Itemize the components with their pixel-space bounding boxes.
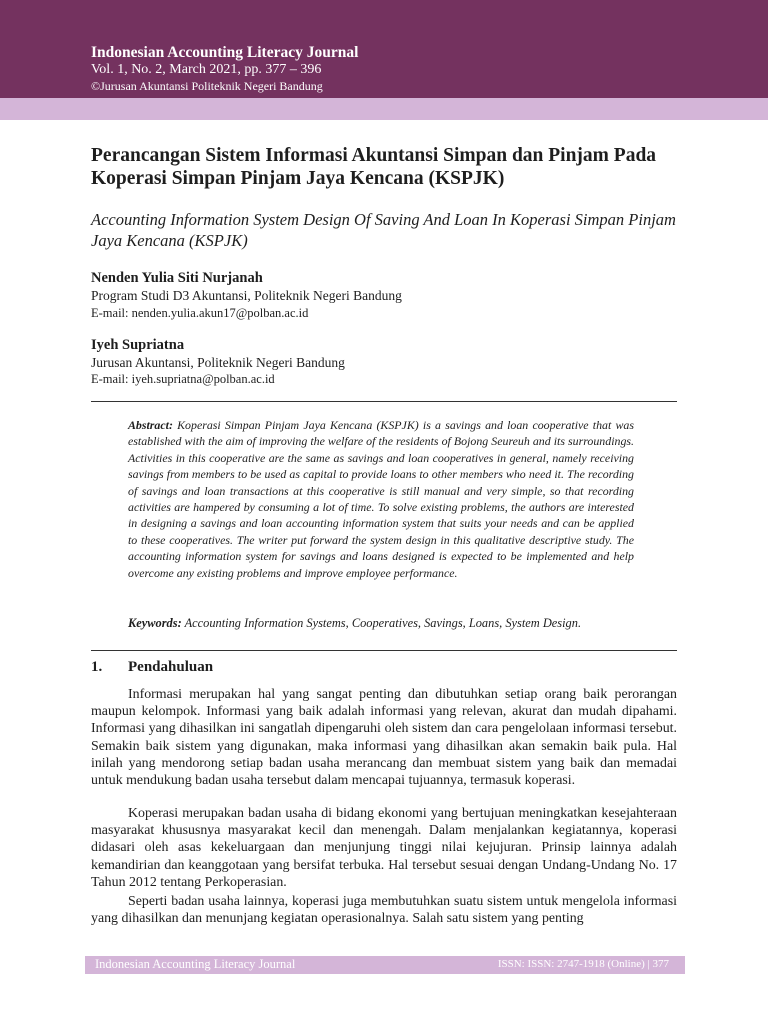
- page-footer: [85, 956, 685, 974]
- keywords-text: Accounting Information Systems, Cooperatives, Savings, Loans, System Design.: [184, 616, 582, 630]
- author-name: Nenden Yulia Siti Nurjanah: [91, 270, 263, 286]
- abstract-text: Koperasi Simpan Pinjam Jaya Kencana (KSPJK) is a savings and loan cooperative that was established with the aim of improving the welfare of the residents of Bojong Seureuh and its surroundings. Activities in this cooperative are the same as savings and loan cooperatives in general, namely receiving savings from members to be used as capital to provide loans to other members who need it. The recording of savings and loan transactions at this cooperative is still manual and very simple, so that recording activities are hampered by consuming a lot of time. To solve existing problems, the authors are interested in designing a savings and loan accounting information system that suits your needs and can be applied to these cooperatives. The writer put forward the system design in this qualitative descriptive study. The accounting information system for savings and loans designed is expected to be implemented and help overcome any existing problems and improve employee performance.: [128, 418, 634, 580]
- author-email[interactable]: E-mail: nenden.yulia.akun17@polban.ac.id: [91, 306, 309, 320]
- author-affiliation: Jurusan Akuntansi, Politeknik Negeri Bandung: [91, 355, 345, 370]
- author-email[interactable]: E-mail: iyeh.supriatna@polban.ac.id: [91, 372, 275, 386]
- header-stripe: [0, 98, 768, 120]
- paragraph: Seperti badan usaha lainnya, koperasi juga membutuhkan suatu sistem untuk mengelola informasi yang dihasilkan dan menunjang kegiatan operasionalnya. Salah satu sistem yang penting: [91, 894, 677, 927]
- section-title: Pendahuluan: [128, 659, 214, 675]
- copyright: ©Jurusan Akuntansi Politeknik Negeri Bandung: [91, 79, 323, 93]
- footer-journal: Indonesian Accounting Literacy Journal: [95, 957, 296, 971]
- section-number: 1.: [91, 659, 103, 675]
- journal-header: [0, 0, 768, 98]
- volume-info: Vol. 1, No. 2, March 2021, pp. 377 – 396: [91, 62, 322, 77]
- paragraph: Informasi merupakan hal yang sangat penting dan dibutuhkan setiap orang baik perorangan maupun kelompok. Informasi yang baik adalah informasi yang relevan, akurat dan mudah dipahami. Informasi yang dihasilkan ini sangatlah dipengaruhi oleh sistem dan cara pengelolaan informasi tersebut. Semakin baik sistem yang digunakan, maka informasi yang dihasilkan akan semakin baik pula. Hal inilah yang mendorong setiap badan usaha merancang dan membuat sistem yang baik dan memadai untuk mendukung badan usaha tersebut dalam mencapai tujuannya, termasuk koperasi.: [91, 687, 677, 789]
- keywords: [128, 616, 634, 631]
- author-name: Iyeh Supriatna: [91, 337, 185, 353]
- abstract: [128, 417, 634, 581]
- article-title: Perancangan Sistem Informasi Akuntansi Simpan dan Pinjam Pada Koperasi Simpan Pinjam Jaya Kencana (KSPJK): [91, 145, 657, 189]
- abstract-label: Abstract:: [128, 418, 173, 432]
- article-subtitle: Accounting Information System Design Of Saving And Loan In Koperasi Simpan Pinjam Jaya Kencana (KSPJK): [91, 210, 676, 250]
- journal-name: Indonesian Accounting Literacy Journal: [91, 44, 359, 61]
- keywords-label: Keywords:: [128, 616, 182, 630]
- footer-issn-page: ISSN: ISSN: 2747-1918 (Online) | 377: [497, 958, 669, 970]
- paragraph: Koperasi merupakan badan usaha di bidang ekonomi yang bertujuan meningkatkan kesejahteraan masyarakat khususnya masyarakat kecil dan menengah. Dalam menjalankan kegiatannya, koperasi didasari oleh asas kekeluargaan dan menjunjung tinggi nilai kejujuran. Prinsip lainnya adalah kemandirian dan keanggotaan yang bersifat terbuka. Hal tersebut sesuai dengan Undang-Undang No. 17 Tahun 2012 tentang Perkoperasian.: [91, 806, 677, 890]
- author-affiliation: Program Studi D3 Akuntansi, Politeknik Negeri Bandung: [91, 288, 402, 303]
- divider: [91, 650, 677, 651]
- divider: [91, 401, 677, 402]
